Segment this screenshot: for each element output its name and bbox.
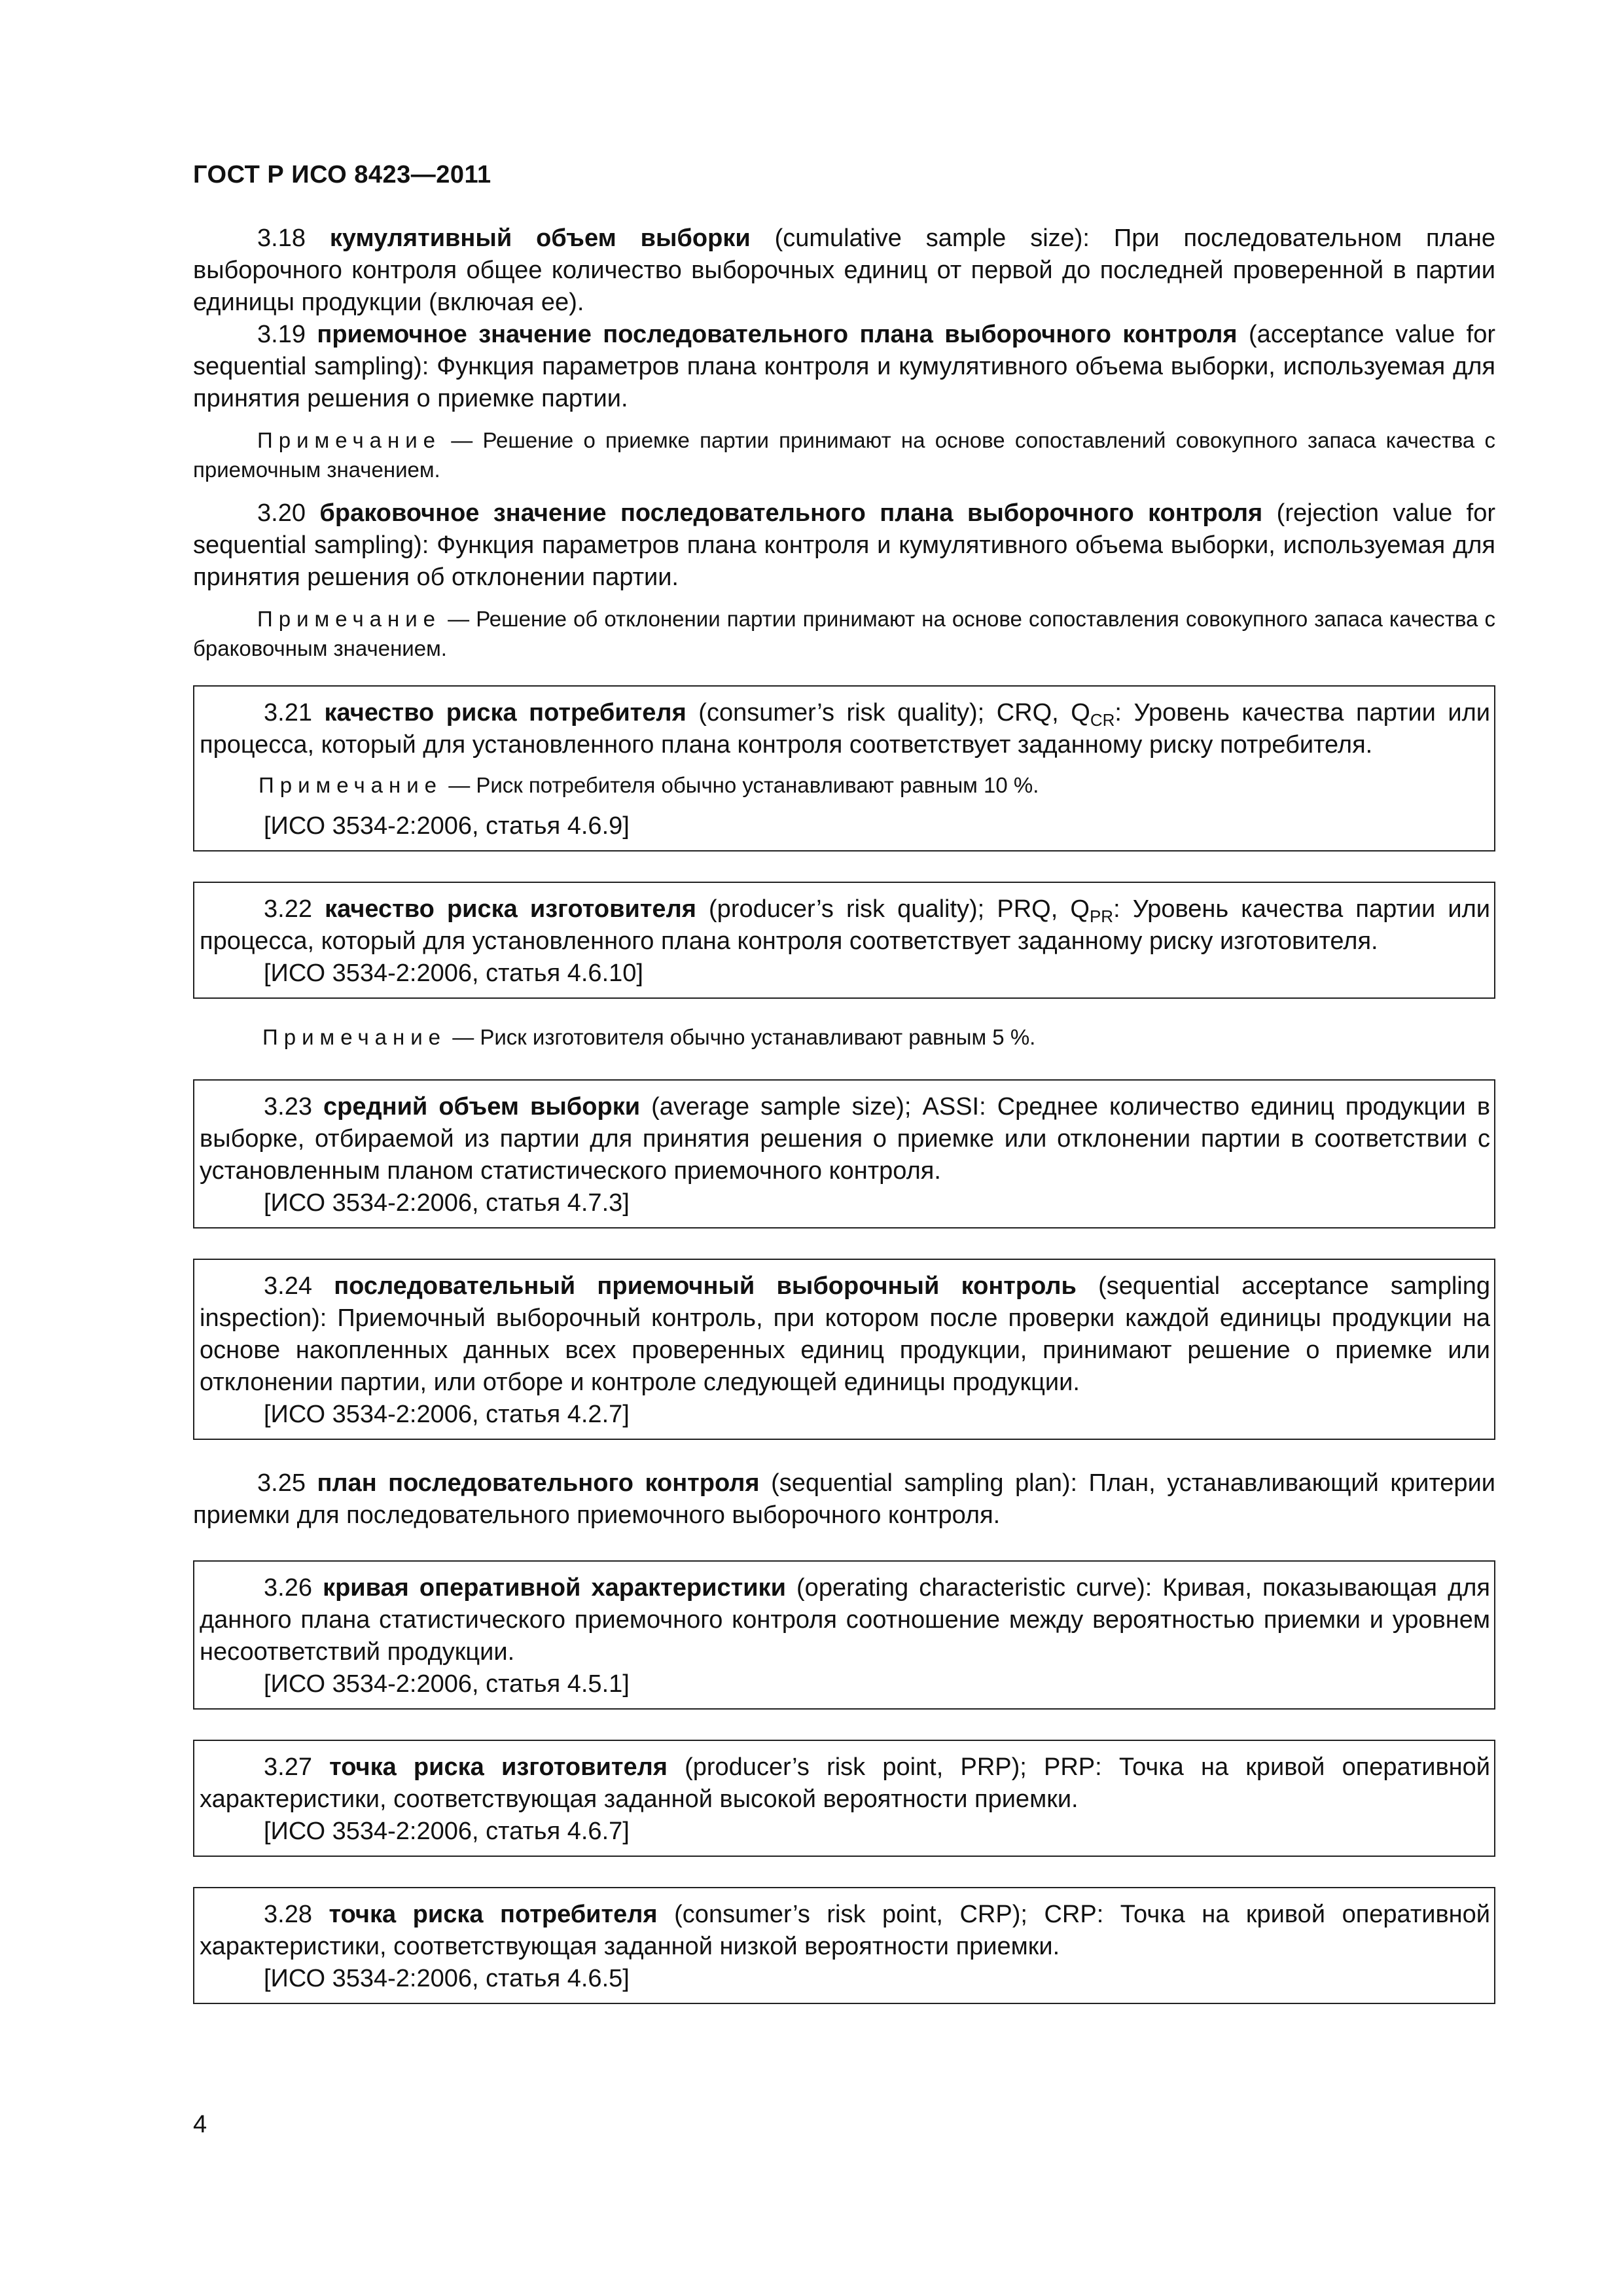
term-frame-3-23 (193, 1079, 1495, 1229)
term-reference: [ИСО 3534-2:2006, статья 4.5.1] (264, 1670, 630, 1698)
note-label: Примечание (257, 428, 442, 452)
term-frame-3-27 (193, 1740, 1495, 1857)
term-definition: (sequential acceptance sampling inspection): Приемочный выборочный контроль, при котором после проверки каждой единицы продукции на основе накопленных данных всех проверенных единиц продукции, принимают решение о приемке или отклонении партии, или отборе и контроле следующей единицы продукции. (200, 1272, 1490, 1396)
term-definition-rest: : Уровень качества партии или процесса, который для установленного плана контроля соответствует заданному риску изготовителя. (200, 895, 1491, 955)
term-definition: (acceptance value for sequential sampling): Функция параметров плана контроля и кумулятивного объема выборки, используемая для принятия решения о приемке партии. (193, 321, 1495, 412)
term-definition: (operating characteristic curve): Кривая, показывающая для данного плана статистического приемочного контроля соотношение между вероятностью приемки и уровнем несоответствий продукции. (200, 1574, 1490, 1666)
page-number: 4 (193, 2111, 207, 2138)
note-text: — Решение об отклонении партии принимают на основе сопоставления совокупного запаса качества с браковочным значением. (193, 607, 1495, 660)
term-note-3-19 (193, 425, 1495, 484)
term-title: качество риска изготовителя (325, 895, 696, 923)
term-definition: (sequential sampling plan): План, устанавливающий критерии приемки для последовательного приемочного выборочного контроля. (193, 1469, 1496, 1529)
term-note-3-21 (200, 770, 1490, 800)
term-entry-3-26 (200, 1572, 1490, 1668)
note-text: — Риск потребителя обычно устанавливают равным 10 %. (448, 773, 1039, 797)
term-entry-3-24 (200, 1270, 1490, 1399)
terms-content (193, 223, 1495, 2004)
note-label: Примечание (262, 1025, 447, 1049)
term-definition: (cumulative sample size): При последовательном плане выборочного контроля общее количество выборочных единиц от первой до последней проверенной в партии единицы продукции (включая ее). (193, 224, 1495, 316)
term-frame-3-24 (193, 1259, 1495, 1440)
term-reference: [ИСО 3534-2:2006, статья 4.6.9] (264, 812, 630, 840)
term-title: средний объем выборки (323, 1093, 641, 1121)
term-entry-3-21 (200, 697, 1490, 761)
term-definition: (consumer’s risk point, CRP); CRP: Точка на кривой оперативной характеристики, соответствующая заданной низкой вероятности приемки. (200, 1901, 1491, 1960)
term-title: последовательный приемочный выборочный контроль (334, 1272, 1077, 1300)
term-title: кумулятивный объем выборки (329, 224, 751, 252)
note-text: — Решение о приемке партии принимают на основе сопоставлений совокупного запаса качества с приемочным значением. (193, 428, 1495, 482)
term-definition: (producer’s risk quality); PRQ, Q (709, 895, 1090, 923)
term-number: 3.28 (264, 1901, 312, 1928)
term-definition: (average sample size); ASSI: Среднее количество единиц продукции в выборке, отбираемой из партии для принятия решения о приемке или отклонении партии в соответствии с установленным планом статистического приемочного контроля. (200, 1093, 1491, 1185)
term-reference: [ИСО 3534-2:2006, статья 4.7.3] (264, 1189, 630, 1217)
term-definition: (consumer’s risk quality); CRQ, Q (698, 699, 1090, 726)
term-number: 3.27 (264, 1753, 312, 1781)
term-definition: (rejection value for sequential sampling): Функция параметров плана контроля и кумулятивного объема выборки, используемая для принятия решения об отклонении партии. (193, 499, 1496, 591)
term-definition-rest: : Уровень качества партии или процесса, который для установленного плана контроля соответствует заданному риску потребителя. (200, 699, 1490, 759)
term-title: кривая оперативной характеристики (323, 1574, 786, 1602)
term-title: качество риска потребителя (324, 699, 687, 726)
term-subscript: PR (1089, 906, 1114, 926)
term-number: 3.24 (264, 1272, 312, 1300)
term-title: точка риска изготовителя (329, 1753, 668, 1781)
term-reference: [ИСО 3534-2:2006, статья 4.2.7] (264, 1401, 630, 1428)
term-title: приемочное значение последовательного плана выборочного контроля (317, 321, 1238, 348)
term-entry-3-28 (200, 1899, 1490, 1963)
term-number: 3.22 (264, 895, 312, 923)
term-entry-3-27 (200, 1751, 1490, 1816)
term-note-3-22 (193, 1022, 1495, 1052)
term-entry-3-19 (193, 319, 1495, 415)
term-title: план последовательного контроля (317, 1469, 760, 1497)
term-definition: (producer’s risk point, PRP); PRP: Точка на кривой оперативной характеристики, соответствующая заданной высокой вероятности приемки. (200, 1753, 1491, 1813)
term-reference: [ИСО 3534-2:2006, статья 4.6.10] (264, 960, 643, 987)
term-frame-3-21 (193, 685, 1495, 852)
term-frame-3-22 (193, 882, 1495, 999)
term-reference: [ИСО 3534-2:2006, статья 4.6.7] (264, 1818, 630, 1845)
term-frame-3-28 (193, 1887, 1495, 2004)
term-number: 3.20 (257, 499, 306, 527)
document-header: ГОСТ Р ИСО 8423—2011 (193, 161, 491, 188)
term-number: 3.23 (264, 1093, 312, 1121)
term-frame-3-26 (193, 1560, 1495, 1710)
term-reference: [ИСО 3534-2:2006, статья 4.6.5] (264, 1965, 630, 1992)
term-entry-3-20 (193, 497, 1495, 594)
term-number: 3.18 (257, 224, 306, 252)
term-note-3-20 (193, 604, 1495, 663)
note-text: — Риск изготовителя обычно устанавливают равным 5 %. (452, 1025, 1036, 1049)
note-label: Примечание (257, 607, 442, 631)
note-label: Примечание (259, 773, 443, 797)
term-entry-3-23 (200, 1091, 1490, 1187)
term-number: 3.21 (264, 699, 312, 726)
term-entry-3-22 (200, 893, 1490, 958)
term-title: точка риска потребителя (329, 1901, 658, 1928)
term-entry-3-25 (193, 1467, 1495, 1532)
term-entry-3-18 (193, 223, 1495, 319)
term-number: 3.19 (257, 321, 306, 348)
term-title: браковочное значение последовательного плана выборочного контроля (319, 499, 1263, 527)
term-subscript: CR (1090, 710, 1115, 730)
term-number: 3.25 (257, 1469, 306, 1497)
term-number: 3.26 (264, 1574, 312, 1602)
